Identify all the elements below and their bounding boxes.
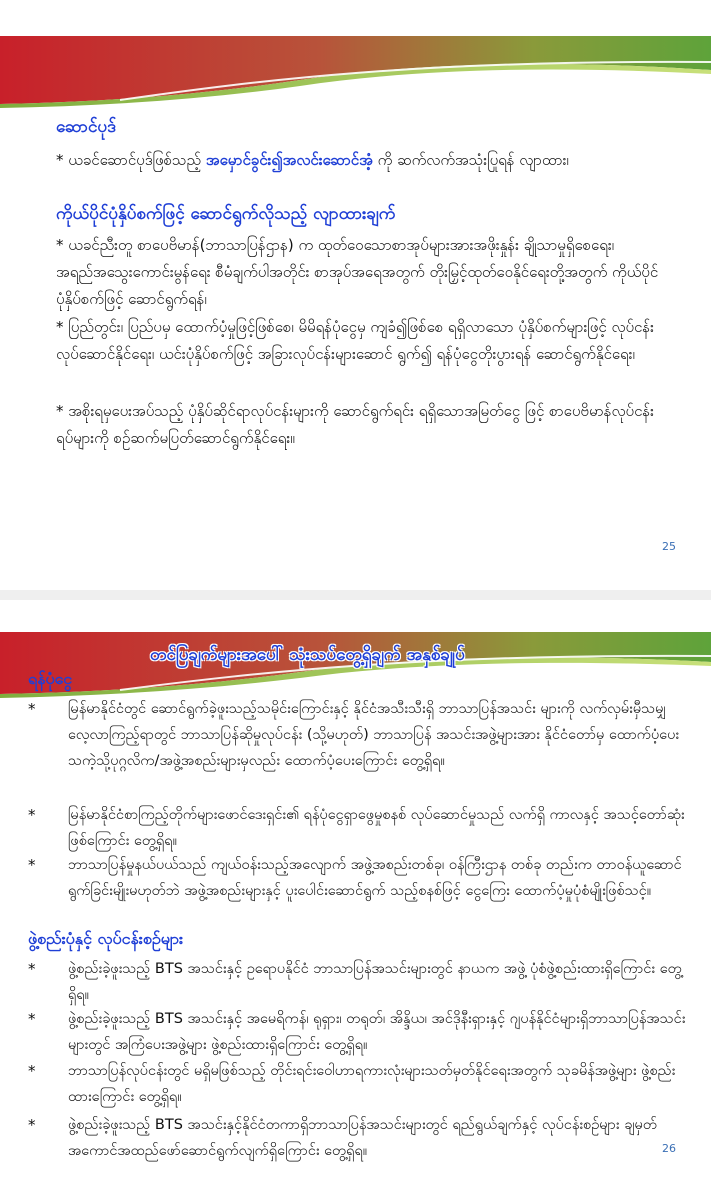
list-item-structure-2: ဖွဲ့စည်းခဲ့ဖူးသည့် BTS အသင်းနှင့် အမေရိကန်၊ ရုရှား၊ တရုတ်၊ အိန္ဒိယ၊ အင်ဒိုနီးရှားနှင့် ဂျပန်နိုင်ငံများရှိဘာသာပြန်အသင်းများတွင် အကြံပေးအဖွဲ့များ ဖွဲ့စည်းထားရှိကြောင်း တွေ့ရှိရ။ <box>68 1011 686 1053</box>
slide-banner-decoration <box>0 0 711 110</box>
paragraph-printing-plan: * ယခင်ညီးတူ စာပေဗိမာန်(ဘာသာပြန်ဌာန) က ထုတ်ဝေသောစာအုပ်များအားအဖိုးနှုန်း ချိုသာမှုရှိစေရေး၊ အရည်အသွေးကောင်းမွန်ရေး စီမံချက်ပါအတိုင်း စာအုပ်အရေအတွက် တိုးမြှင့်ထုတ်ဝေနိုင်ရေးတို့အတွက် ကိုယ်ပိုင်ပုံနှိပ်စက်ဖြင့် ဆောင်ရွက်ရန်၊ <box>56 236 659 308</box>
list-item-structure-1: ဖွဲ့စည်းခဲ့ဖူးသည့် BTS အသင်းနှင့် ဥရောပနိုင်ငံ ဘာသာပြန်အသင်းများတွင် နာယက အဖွဲ့ ပုံစံဖွဲ့စည်းထားရှိကြောင်း တွေ့ရှိရ။ <box>68 961 682 1003</box>
page-number: 25 <box>662 540 676 553</box>
section-heading-structure: ဖွဲ့စည်းပုံနှင့် လုပ်ငန်းစဉ်များ <box>28 929 184 948</box>
page-number: 26 <box>662 1142 676 1155</box>
list-item-funding-3: ဘာသာပြန်မှုနယ်ပယ်သည် ကျယ်ဝန်းသည့်အလျောက် အဖွဲ့အစည်းတစ်ခု၊ ဝန်ကြီးဌာန တစ်ခု တည်းက တာဝန်ယူဆောင်ရွက်ခြင်းမျိုးမဟုတ်ဘဲ အဖွဲ့အစည်းများနှင့် ပူးပေါင်းဆောင်ရွက် သည့်စနစ်ဖြင့် ငွေကြေး ထောက်ပံ့မှုပုံစံမျိုးဖြစ်သင့်။ <box>68 857 682 899</box>
list-item-structure-3: ဘာသာပြန်လုပ်ငန်းတွင် မရှိမဖြစ်သည့် တိုင်းရင်းဝေါဟာရကားလုံးများသတ်မှတ်နိုင်ရေးအတွက် သုခမိန်အဖွဲ့များ ဖွဲ့စည်းထားကြောင်း တွေ့ရှိရ။ <box>68 1063 676 1105</box>
section-heading-funding: ရန်ပုံငွေ <box>28 669 73 688</box>
bullet-marker: * <box>28 1010 36 1028</box>
list-item-structure-4: ဖွဲ့စည်းခဲ့ဖူးသည့် BTS အသင်းနှင့်နိုင်ငံတကာရှိဘာသာပြန်အသင်းများတွင် ရည်ရွယ်ချက်နှင့် လုပ်ငန်းစဉ်များ ချမှတ်အကောင်အထည်ဖော်ဆောင်ရွက်လျက်ရှိကြောင်း တွေ့ရှိရ။ <box>68 1117 657 1159</box>
paragraph-slogan-text-before: * ယခင်ဆောင်ပုဒ်ဖြစ်သည့် <box>56 151 206 169</box>
list-item-funding-1: မြန်မာနိုင်ငံတွင် ဆောင်ရွက်ခဲ့ဖူးသည့်သမိုင်းကြောင်းနှင့် နိုင်ငံအသီးသီးရှိ ဘာသာပြန်အသင်း များကို လက်လှမ်းမှီသမျှလေ့လာကြည့်ရာတွင် ဘာသာပြန်ဆိုမှုလုပ်ငန်း (သို့မဟုတ်) ဘာသာပြန် အသင်းအဖွဲ့များအား နိုင်ငံတော်မှ ထောက်ပံ့ပေးသကဲ့သို့ပုဂ္ဂလိက/အဖွဲ့အစည်းများမှလည်း ထောက်ပံ့ပေးကြောင်း တွေ့ရှိရ။ <box>68 701 680 769</box>
paragraph-slogan <box>56 147 670 174</box>
section-heading-printing-press: ကိုယ်ပိုင်ပုံနှိပ်စက်ဖြင့် ဆောင်ရွက်လိုသည့် လျာထားချက် <box>56 204 396 224</box>
bullet-marker: * <box>28 1116 36 1134</box>
paragraph-printing-funding: * ပြည်တွင်း၊ ပြည်ပမှ ထောက်ပံ့မှုဖြင့်ဖြစ်စေ၊ မိမိရန်ပုံငွေမှ ကျခံ၍ဖြစ်စေ ရရှိလာသော ပုံနှိပ်စက်များဖြင့် လုပ်ငန်းလုပ်ဆောင်နိုင်ရေး၊ ယင်းပုံနှိပ်စက်ဖြင့် အခြားလုပ်ငန်းများဆောင် ရွက်၍ ရန်ပုံငွေတိုးပွားရန် ဆောင်ရွက်နိုင်ရေး၊ <box>56 318 654 363</box>
bullet-marker: * <box>28 1062 36 1080</box>
section-heading-slogan: ဆောင်ပုဒ် <box>56 117 116 137</box>
bullet-marker: * <box>28 960 36 978</box>
paragraph-printing-profit: * အစိုးရမှပေးအပ်သည့် ပုံနှိပ်ဆိုင်ရာလုပ်ငန်းများကို ဆောင်ရွက်ရင်း ရရှိသောအမြတ်ငွေ ဖြင့် စာပေဗိမာန်လုပ်ငန်းရပ်များကို စဉ်ဆက်မပြတ်ဆောင်ရွက်နိုင်ရေး။ <box>56 402 654 447</box>
slide-25 <box>0 0 711 590</box>
list-item-funding-2: မြန်မာနိုင်ငံစာကြည့်တိုက်များဖောင်ဒေးရှင်း၏ ရန်ပုံငွေရှာဖွေမှုစနစ် လုပ်ဆောင်မှုသည် လက်ရှိ ကာလနှင့် အသင့်တော်ဆုံးဖြစ်ကြောင်း တွေ့ရှိရ။ <box>68 807 685 849</box>
bullet-marker: * <box>28 856 36 874</box>
bullet-marker: * <box>28 806 36 824</box>
bullet-marker: * <box>28 700 36 718</box>
slide-26 <box>0 600 711 1200</box>
slogan-highlight: အမှောင်ခွင်း၍အလင်းဆောင်အံ့ <box>205 151 373 169</box>
paragraph-slogan-text-after: ကို ဆက်လက်အသုံးပြုရန် လျာထား၊ <box>372 151 569 169</box>
slide-title: တင်ပြချက်များအပေါ် သုံးသပ်တွေ့ရှိချက် အနှစ်ချုပ် <box>150 645 465 665</box>
